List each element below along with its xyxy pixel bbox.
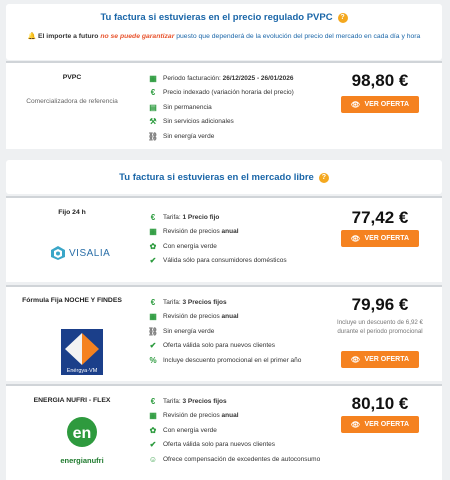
feature-item <box>148 411 328 421</box>
feature-item <box>148 227 328 237</box>
feature-text: Válida sólo para consumidores domésticos <box>163 257 287 265</box>
svg-text:en: en <box>72 425 92 442</box>
visalia-logo <box>50 245 110 261</box>
calendar-icon: ▦ <box>149 411 157 421</box>
feature-item <box>148 88 328 98</box>
visalia-logo-text: VISALIA <box>69 247 111 259</box>
offer-name: ENERGIA NUFRI - FLEX <box>33 397 111 404</box>
help-icon[interactable]: ? <box>319 173 329 183</box>
offer-price: 79,96 € <box>351 295 409 314</box>
button-label: VER OFERTA <box>364 421 410 428</box>
feature-text: Tarifa: 3 Precios fijos <box>163 298 227 306</box>
leaf-icon: ✿ <box>149 425 157 435</box>
pvpc-ver-oferta-button[interactable] <box>341 96 419 113</box>
offer-ver-oferta-button[interactable] <box>341 416 419 433</box>
feature-text: Sin servicios adicionales <box>163 118 234 126</box>
feature-item <box>148 312 328 322</box>
nufri-logo-icon <box>54 416 110 450</box>
feature-item <box>148 103 328 113</box>
calendar-icon: ▦ <box>149 312 157 322</box>
feature-item <box>148 298 328 308</box>
check-icon: ✔ <box>149 341 157 351</box>
eye-icon: 👁 <box>350 420 361 429</box>
feature-text: Periodo facturación: 26/12/2025 - 26/01/2026 <box>163 74 294 82</box>
no-permanence-icon: ▤ <box>149 102 157 112</box>
pvpc-features <box>148 74 328 146</box>
feature-item <box>148 426 328 436</box>
button-label: VER OFERTA <box>364 101 410 108</box>
feature-text: Con energía verde <box>163 426 217 434</box>
eye-icon: 👁 <box>350 100 361 109</box>
feature-item <box>148 74 328 84</box>
offer-price: 80,10 € <box>351 394 409 413</box>
offer-ver-oferta-button[interactable] <box>341 351 419 368</box>
pvpc-name: PVPC <box>62 74 82 81</box>
feature-text: Sin energía verde <box>163 132 215 140</box>
visalia-logo-icon <box>50 245 66 261</box>
feature-item <box>148 327 328 337</box>
regulated-title: Tu factura si estuvieras en el precio regulado PVPC <box>100 12 333 23</box>
offer-ver-oferta-button[interactable] <box>341 230 419 247</box>
warning-highlight: no se puede garantizar <box>100 33 175 40</box>
feature-item <box>148 242 328 252</box>
calendar-icon: ▦ <box>149 74 157 83</box>
feature-text: Revisión de precios anual <box>163 313 239 321</box>
bell-icon: 🔔 <box>27 33 37 40</box>
price-warning <box>6 32 442 42</box>
euro-icon: € <box>150 88 156 98</box>
check-icon: ✔ <box>149 256 157 266</box>
feature-text: Revisión de precios anual <box>163 412 239 420</box>
offer-price: 77,42 € <box>351 208 409 227</box>
smile-icon: ☺ <box>148 454 158 464</box>
regulated-header <box>6 4 442 60</box>
promo-note: Incluye un descuento de 6,92 € durante el periodo promocional <box>337 319 424 336</box>
nufri-logo <box>54 416 110 465</box>
feature-item <box>148 356 328 366</box>
leaf-icon: ✿ <box>149 241 157 251</box>
plug-icon: ⛓ <box>147 131 159 141</box>
check-icon: ✔ <box>149 440 157 450</box>
warning-post: puesto que dependerá de la evolución del precio del mercado en cada día y hora <box>176 33 421 40</box>
eye-icon: 👁 <box>350 355 361 364</box>
feature-item <box>148 455 328 465</box>
feature-item <box>148 341 328 351</box>
offer-card <box>6 384 442 480</box>
feature-text: Tarifa: 3 Precios fijos <box>163 397 227 405</box>
offer-features <box>148 397 328 469</box>
feature-item <box>148 213 328 223</box>
feature-text: Con energía verde <box>163 242 217 250</box>
market-title: Tu factura si estuvieras en el mercado libre <box>119 172 314 183</box>
euro-icon: € <box>150 213 156 222</box>
euro-icon: € <box>150 298 156 307</box>
feature-text: Oferta válida solo para nuevos clientes <box>163 342 276 350</box>
warning-pre: El importe a futuro <box>38 33 99 40</box>
plug-icon: ⛓ <box>147 326 159 336</box>
offer-features <box>148 298 328 370</box>
energya-logo-icon <box>61 329 103 375</box>
feature-item <box>148 132 328 142</box>
feature-text: Sin permanencia <box>163 103 212 111</box>
pvpc-card <box>6 61 442 149</box>
feature-text: Precio indexado (variación horaria del precio) <box>163 89 294 97</box>
market-title-row <box>6 160 442 183</box>
offer-name: Fijo 24 h <box>58 209 86 216</box>
euro-icon: € <box>150 397 156 406</box>
feature-text: Ofrece compensación de excedentes de autoconsumo <box>163 455 321 463</box>
percent-icon: % <box>149 355 157 365</box>
feature-item <box>148 440 328 450</box>
calendar-icon: ▦ <box>149 227 157 237</box>
feature-item <box>148 256 328 266</box>
eye-icon: 👁 <box>350 234 361 243</box>
help-icon[interactable]: ? <box>338 13 348 23</box>
offer-name: Fórmula Fija NOCHE Y FINDES <box>22 297 122 304</box>
feature-item <box>148 397 328 407</box>
offer-card <box>6 285 442 381</box>
feature-text: Revisión de precios anual <box>163 228 239 236</box>
offer-features <box>148 213 328 271</box>
feature-text: Tarifa: 1 Precio fijo <box>163 213 220 221</box>
button-label: VER OFERTA <box>364 356 410 363</box>
feature-text: Oferta válida solo para nuevos clientes <box>163 441 276 449</box>
regulated-title-row <box>6 4 442 23</box>
button-label: VER OFERTA <box>364 235 410 242</box>
market-header <box>6 160 442 194</box>
wrench-icon: ⚒ <box>149 117 157 127</box>
feature-item <box>148 117 328 127</box>
pvpc-price: 98,80 € <box>351 71 409 90</box>
nufri-logo-text: energianufri <box>60 456 104 465</box>
energya-logo-text: Enérgya·VM <box>66 368 98 374</box>
energya-logo <box>61 329 103 375</box>
offer-card <box>6 196 442 282</box>
pvpc-subtitle: Comercializadora de referencia <box>26 98 118 105</box>
feature-text: Incluye descuento promocional en el primer año <box>163 356 302 364</box>
feature-text: Sin energía verde <box>163 327 215 335</box>
